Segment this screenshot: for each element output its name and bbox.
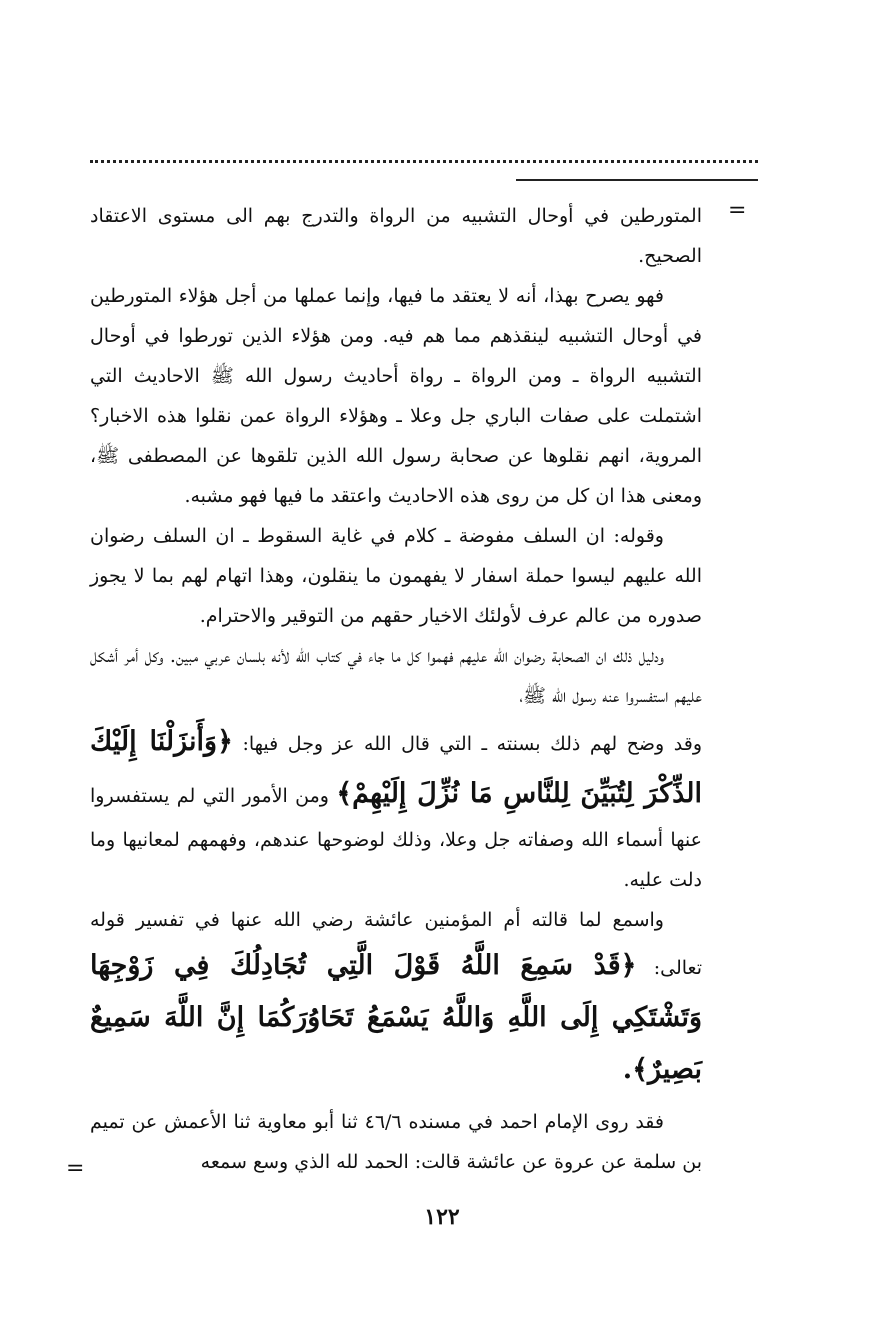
paragraph-3: وقوله: ان السلف مفوضة ـ كلام في غاية السقوط ـ ان السلف رضوان الله عليهم ليسوا حملة اسفار لا يفهمون ما ينقلون، وهذا اتهام لهم بما لا يجوز صدوره من عالم عرف لأولئك الاخيار حقهم من التوقير والاحترام. — [90, 525, 702, 627]
paragraph-6-intro: واسمع لما قالته أم المؤمنين عائشة رضي الله عنها في تفسير قوله تعالى: — [90, 909, 702, 979]
quran-verse-1: ﴿وَأَنزَلْنَا إِلَيْكَ الذِّكْرَ لِتُبَيِّنَ لِلنَّاسِ مَا نُزِّلَ إِلَيْهِمْ﴾ — [90, 726, 702, 809]
paragraph-5 — [90, 716, 702, 900]
continuation-mark-top: = — [728, 198, 747, 223]
dotted-separator — [90, 160, 758, 163]
paragraph-7: فقد روى الإمام احمد في مسنده ٤٦/٦ ثنا أبو معاوية ثنا الأعمش عن تميم بن سلمة عن عروة عن عائشة قالت: الحمد لله الذي وسع سمعه — [90, 1111, 702, 1173]
page-number: ١٢٢ — [424, 1204, 460, 1230]
quran-verse-2: ﴿قَدْ سَمِعَ اللَّهُ قَوْلَ الَّتِي تُجَادِلُكَ فِي زَوْجِهَا وَتَشْتَكِي إِلَى اللَّهِ وَاللَّهُ يَسْمَعُ تَحَاوُرَكُمَا إِنَّ اللَّهَ سَمِيعٌ بَصِيرٌ﴾. — [90, 950, 702, 1085]
paragraph-5-intro: وقد وضح لهم ذلك بسنته ـ التي قال الله عز وجل فيها: — [242, 733, 703, 755]
continuation-mark-bottom: = — [66, 1156, 85, 1181]
body-text — [90, 196, 702, 1182]
paragraph-2: فهو يصرح بهذا، أنه لا يعتقد ما فيها، وإنما عملها من أجل هؤلاء المتورطين في أوحال التشبيه لينقذهم مما هم فيه. ومن هؤلاء الذين تورطوا في أوحال التشبيه الرواة ـ ومن الرواة ـ رواة أحاديث رسول الله ﷺ الاحاديث التي اشتملت على صفات الباري جل وعلا ـ وهؤلاء الرواة عمن نقلوا هذه الاخبار؟ المروية، انهم نقلوها عن صحابة رسول الله الذين تلقوها عن المصطفى ﷺ، ومعنى هذا ان كل من روى هذه الاحاديث واعتقد ما فيها فهو مشبه. — [90, 285, 702, 507]
paragraph-5-rest: ومن الأمور التي لم يستفسروا عنها أسماء الله وصفاته جل وعلا، وذلك لوضوحها عندهم، وفهمهم لمعانيها وما دلت عليه. — [90, 785, 702, 891]
footnote-rule — [516, 179, 758, 181]
paragraph-1: المتورطين في أوحال التشبيه من الرواة والتدرج بهم الى مستوى الاعتقاد الصحيح. — [90, 205, 702, 267]
paragraph-4: ودليل ذلك ان الصحابة رضوان الله عليهم فهموا كل ما جاء في كتاب الله لأنه بلسان عربي مبين. وكل أمر أشكل عليهم استفسروا عنه رسول الله ﷺ، — [90, 645, 702, 707]
paragraph-6 — [90, 900, 702, 1096]
